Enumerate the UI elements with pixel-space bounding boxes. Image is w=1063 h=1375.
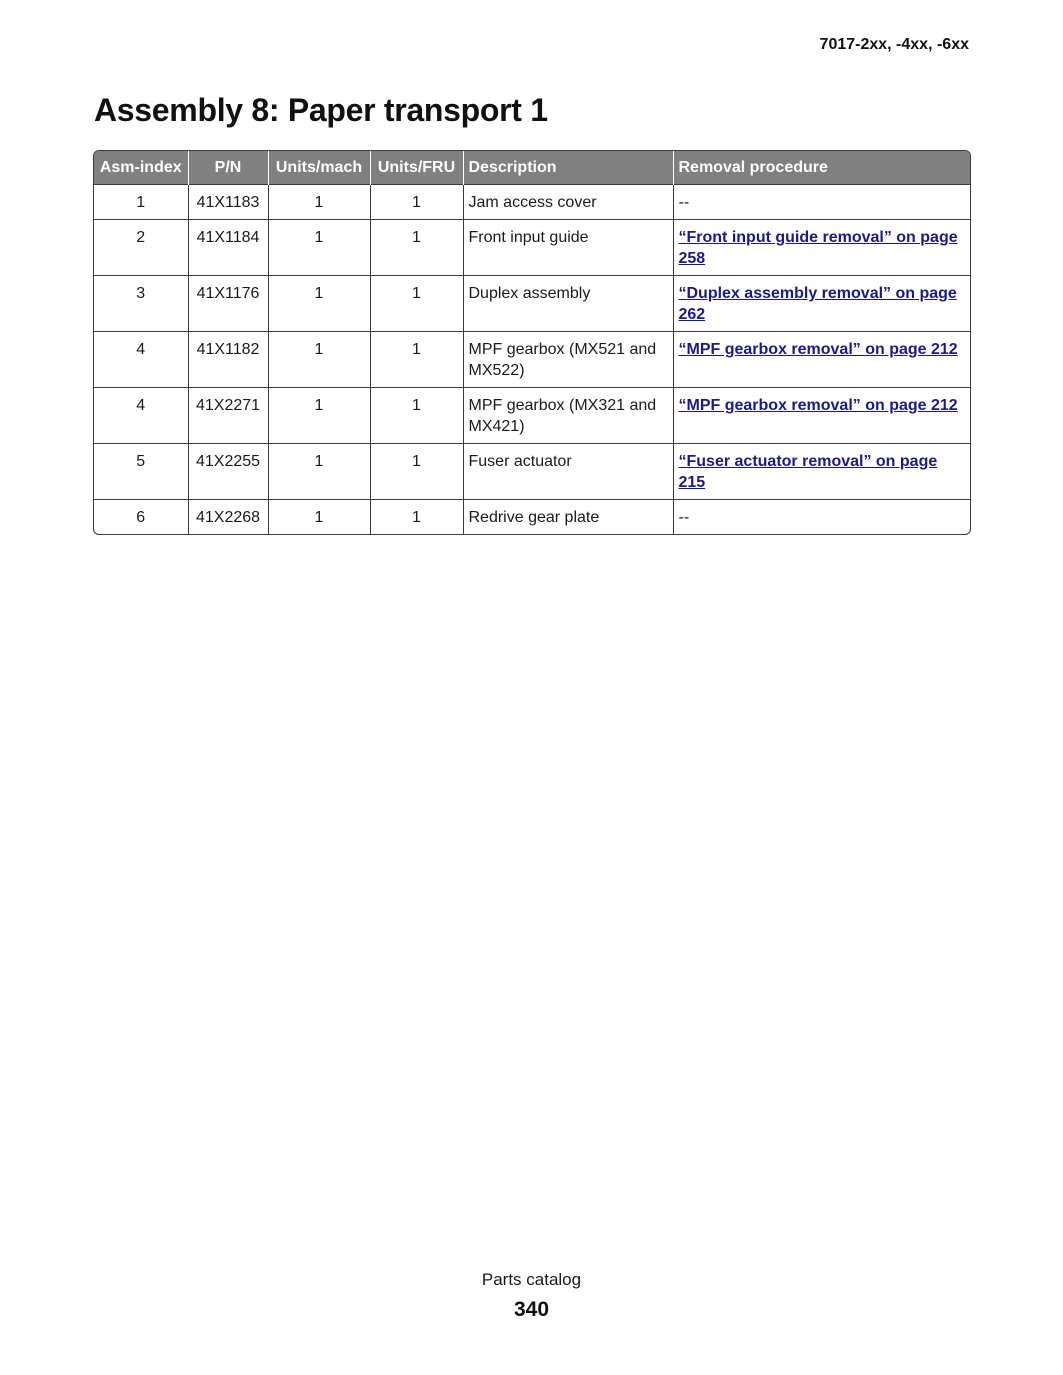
cell-units-fru: 1 [370, 388, 463, 444]
footer-page-number: 340 [513, 1298, 550, 1321]
cell-part-number: 41X2271 [188, 388, 268, 444]
table-row [94, 500, 970, 535]
column-header-removal-procedure: Removal procedure [673, 151, 970, 185]
removal-procedure-link[interactable]: “MPF gearbox removal” on page 212 [678, 341, 958, 358]
cell-units-mach: 1 [268, 276, 370, 332]
removal-procedure-link[interactable]: “Front input guide removal” on page 258 [678, 229, 958, 267]
cell-removal-procedure [673, 220, 970, 276]
cell-asm-index: 4 [94, 332, 188, 388]
cell-description: Fuser actuator [463, 444, 673, 500]
cell-units-fru: 1 [370, 220, 463, 276]
parts-table [94, 151, 970, 534]
cell-removal-procedure [673, 388, 970, 444]
cell-part-number: 41X2255 [188, 444, 268, 500]
cell-units-fru: 1 [370, 276, 463, 332]
table-header-row [94, 151, 970, 185]
cell-description: Redrive gear plate [463, 500, 673, 535]
table-row [94, 276, 970, 332]
table-row [94, 185, 970, 220]
cell-units-fru: 1 [370, 185, 463, 220]
cell-description: MPF gearbox (MX321 and MX421) [463, 388, 673, 444]
cell-description: Duplex assembly [463, 276, 673, 332]
cell-units-mach: 1 [268, 332, 370, 388]
cell-part-number: 41X1176 [188, 276, 268, 332]
column-header-pn: P/N [188, 151, 268, 185]
cell-units-mach: 1 [268, 500, 370, 535]
footer-section-label: Parts catalog [481, 1270, 582, 1289]
cell-part-number: 41X2268 [188, 500, 268, 535]
removal-procedure-link[interactable]: “MPF gearbox removal” on page 212 [678, 397, 958, 414]
column-header-units-mach: Units/mach [268, 151, 370, 185]
cell-part-number: 41X1184 [188, 220, 268, 276]
table-row [94, 332, 970, 388]
removal-procedure-link[interactable]: “Fuser actuator removal” on page 215 [678, 453, 938, 491]
page-title: Assembly 8: Paper transport 1 [94, 92, 548, 128]
table-row [94, 444, 970, 500]
cell-units-mach: 1 [268, 185, 370, 220]
column-header-asm-index: Asm-index [94, 151, 188, 185]
cell-part-number: 41X1183 [188, 185, 268, 220]
parts-table-container [93, 150, 971, 535]
cell-removal-procedure [673, 276, 970, 332]
column-header-units-fru: Units/FRU [370, 151, 463, 185]
cell-asm-index: 1 [94, 185, 188, 220]
cell-removal-procedure [673, 444, 970, 500]
cell-asm-index: 4 [94, 388, 188, 444]
cell-removal-procedure: -- [673, 185, 970, 220]
table-row [94, 220, 970, 276]
cell-units-mach: 1 [268, 220, 370, 276]
cell-asm-index: 2 [94, 220, 188, 276]
cell-removal-procedure: -- [673, 500, 970, 535]
cell-asm-index: 5 [94, 444, 188, 500]
cell-part-number: 41X1182 [188, 332, 268, 388]
table-row [94, 388, 970, 444]
cell-units-fru: 1 [370, 332, 463, 388]
cell-units-fru: 1 [370, 444, 463, 500]
column-header-description: Description [463, 151, 673, 185]
cell-asm-index: 3 [94, 276, 188, 332]
cell-description: Jam access cover [463, 185, 673, 220]
cell-description: Front input guide [463, 220, 673, 276]
cell-asm-index: 6 [94, 500, 188, 535]
parts-table-body [94, 185, 970, 535]
running-header: 7017-2xx, -4xx, -6xx [819, 36, 969, 53]
cell-units-fru: 1 [370, 500, 463, 535]
cell-units-mach: 1 [268, 388, 370, 444]
removal-procedure-link[interactable]: “Duplex assembly removal” on page 262 [678, 285, 957, 323]
cell-removal-procedure [673, 332, 970, 388]
cell-units-mach: 1 [268, 444, 370, 500]
cell-description: MPF gearbox (MX521 and MX522) [463, 332, 673, 388]
